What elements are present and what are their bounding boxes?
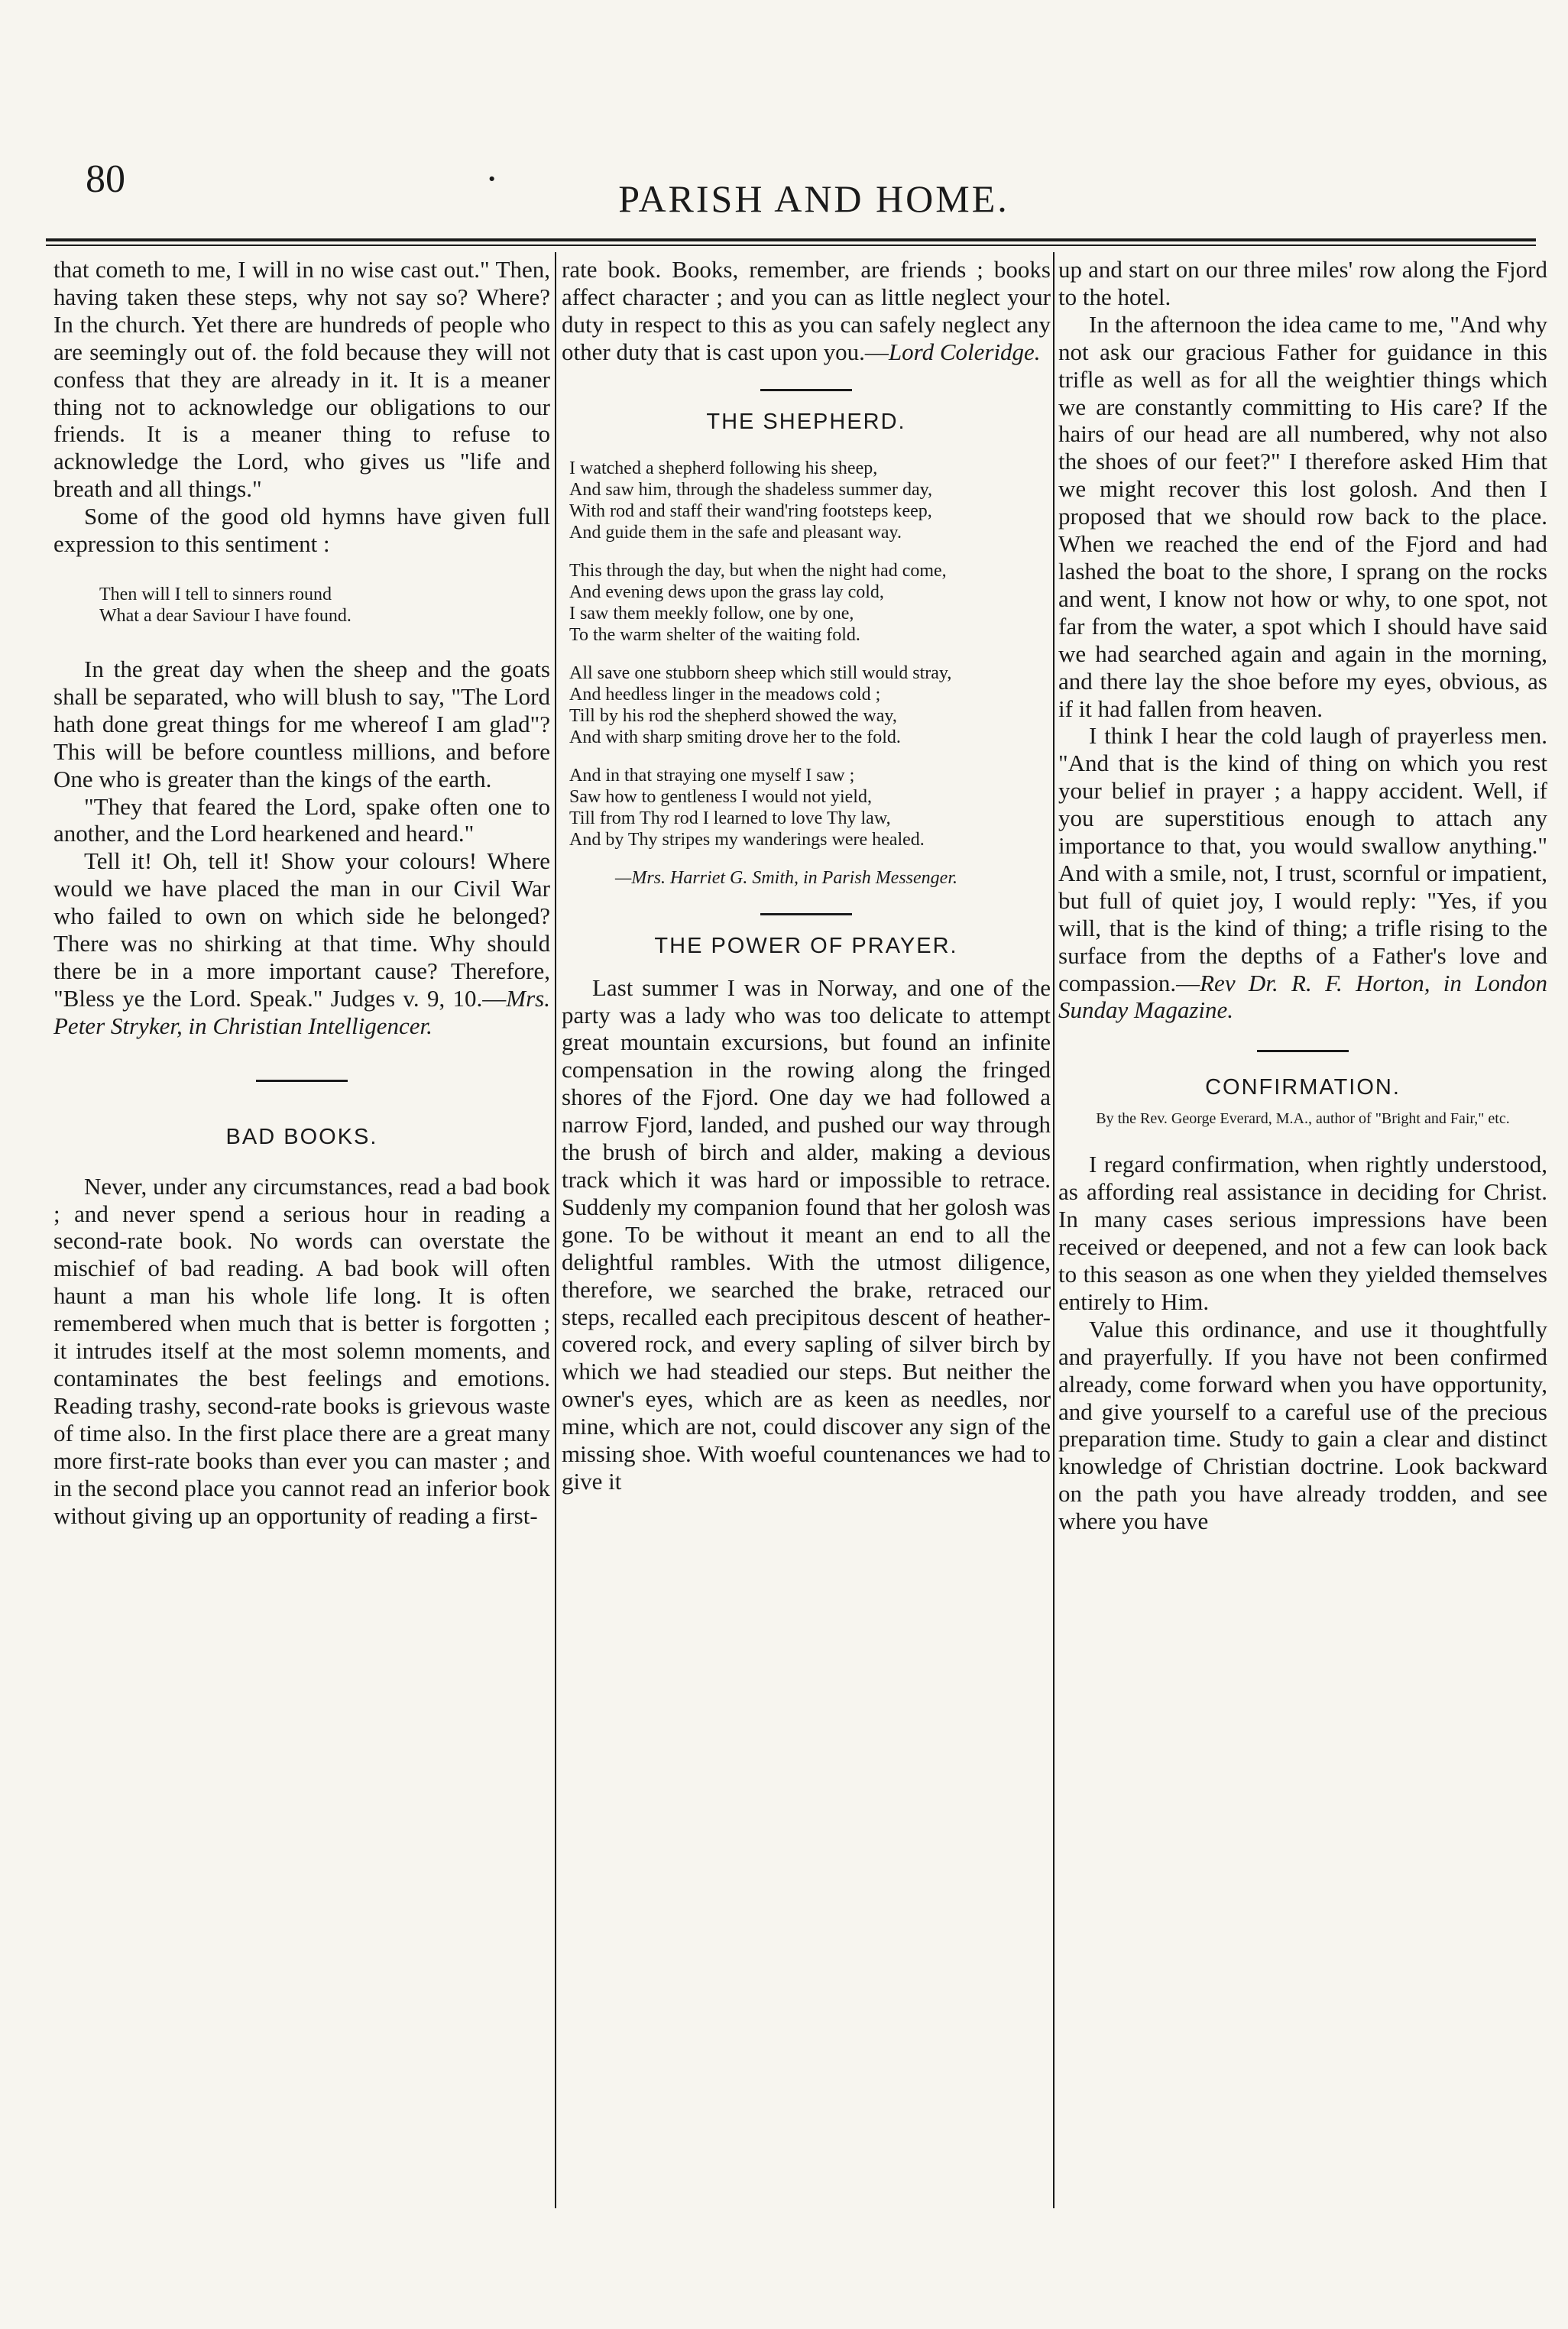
running-title: PARISH AND HOME.	[618, 177, 1009, 220]
poem-line: With rod and staff their wand'ring footsteps keep,	[569, 500, 932, 521]
header-rule-thick	[46, 238, 1536, 241]
paragraph-text: rate book. Books, remember, are friends ; books affect character ; and you can as little neglect your duty in respect to this as you can safely neglect any other duty that is cast upon you.—	[562, 256, 1051, 365]
poem-line: And evening dews upon the grass lay cold,	[569, 581, 884, 602]
paragraph	[53, 847, 550, 1039]
header-dot: ·	[485, 157, 499, 201]
attribution: Rev Dr. R. F. Horton, in London Sunday Magazine.	[1058, 969, 1547, 1024]
paragraph: up and start on our three miles' row along the Fjord to the hotel.	[1058, 256, 1547, 310]
poem-line: And in that straying one myself I saw ;	[569, 765, 855, 786]
poem-line: And with sharp smiting drove her to the fold.	[569, 727, 901, 747]
paragraph: Value this ordinance, and use it thoughtfully and prayerfully. If you have not been confirmed already, come forward when you have opportunity, and give yourself to a careful use of the precious preparation time. Study to gain a clear and distinct knowledge of Christian doctrine. Look backward on the path you have already trodden, and see where you have	[1058, 1315, 1547, 1535]
attribution: Mrs. Peter Stryker, in Christian Intelligencer.	[53, 984, 550, 1039]
page-header	[76, 157, 1551, 218]
paragraph-text: Tell it! Oh, tell it! Show your colours! Where would we have placed the man in our Civil War who failed to own on which side he belonged? There was no shirking at that time. Why should there be in a more important cause? Therefore, "Bless ye the Lord. Speak." Judges v. 9, 10.—	[53, 847, 550, 1012]
poem-line: Till by his rod the shepherd showed the way,	[569, 705, 897, 726]
attribution: Lord Coleridge.	[888, 338, 1041, 365]
heading-confirmation: CONFIRMATION.	[1205, 1075, 1401, 1100]
heading-power-of-prayer: THE POWER OF PRAYER.	[654, 933, 958, 958]
paragraph: Never, under any circumstances, read a bad book ; and never spend a serious hour in reading a second-rate book. No words can overstate the mischief of bad reading. A bad book will often haunt a man his whole life long. It is often remembered when much that is better is forgotten ; it intrudes itself at the most solemn moments, and contaminates the best feelings and emotions. Reading trashy, second-rate books is grievous waste of time also. In the first place there are a great many more first-rate books than ever you can master ; and in the second place you cannot read an inferior book without giving up an opportunity of reading a first-	[53, 1172, 550, 1529]
poem-line: I watched a shepherd following his sheep,	[569, 458, 878, 478]
poem-line: I saw them meekly follow, one by one,	[569, 603, 854, 624]
paragraph	[1058, 722, 1547, 1024]
poem-line: And saw him, through the shadeless summer day,	[569, 479, 933, 500]
paragraph: In the great day when the sheep and the goats shall be separated, who will blush to say, "The Lord hath done great things for me whereof I am glad"? This will be before countless millions, and before One who is greater than the kings of the earth.	[53, 655, 550, 792]
poem-line: All save one stubborn sheep which still would stray,	[569, 662, 952, 683]
paragraph	[562, 256, 1051, 366]
column-1	[53, 256, 550, 1529]
paragraph-text: I think I hear the cold laugh of prayerless men. "And that is the kind of thing on which you rest your belief in prayer ; a happy accident. Well, if you are superstitious enough to attach any importance to that, you would swallow anything." And with a smile, not, I trust, scornful or impatient, but full of quiet joy, I would reply: "Yes, if you will, that is the kind of thing; a trifle rising to the surface from the depths of a Father's love and compassion.—	[1058, 722, 1547, 996]
paragraph: "They that feared the Lord, spake often one to another, and the Lord hearkened and heard."	[53, 792, 550, 847]
heading-the-shepherd: THE SHEPHERD.	[706, 409, 906, 434]
poem	[562, 458, 1051, 889]
poem-stanza	[569, 765, 1051, 850]
column-divider-1	[555, 252, 556, 2208]
heading-bad-books: BAD BOOKS.	[225, 1124, 378, 1149]
poem-attribution: —Mrs. Harriet G. Smith, in Parish Messenger.	[615, 867, 957, 888]
hymn-couplet	[53, 584, 550, 627]
page-number: 80	[86, 157, 125, 201]
paragraph: Some of the good old hymns have given full expression to this sentiment :	[53, 503, 550, 558]
poem-line: And guide them in the safe and pleasant way.	[569, 522, 902, 543]
poem-line: Saw how to gentleness I would not yield,	[569, 786, 872, 807]
paragraph: In the afternoon the idea came to me, "And why not ask our gracious Father for guidance in this trifle as well as for all the weightier things which we are constantly committing to His care? If the hairs of our head are all numbered, why not also the shoes of our feet?" I therefore asked Him that we might recover this lost golosh. And then I proposed that we should row back to the place. When we reached the end of the Fjord and had lashed the boat to the shore, I sprang on the rocks and went, I know not how or why, to one spot, not far from the water, a spot which I should have said we had searched again and again in the morning, and there lay the shoe before my eyes, obvious, as if it had fallen from heaven.	[1058, 310, 1547, 722]
poem-line: To the warm shelter of the waiting fold.	[569, 624, 860, 645]
column-divider-2	[1053, 252, 1055, 2208]
paragraph: Last summer I was in Norway, and one of the party was a lady who was too delicate to attempt great mountain excursions, but found an infinite compensation in the rowing along the fringed shores of the Fjord. One day we had followed a narrow Fjord, landed, and pushed our way through the brush of birch and alder, making a devious track which it was hard or impossible to retrace. Suddenly my companion found that her golosh was gone. To be without it meant an end to all the delightful rambles. With the utmost diligence, therefore, we searched the brake, retraced our steps, recalled each precipitous descent of heather-covered rock, and every sapling of silver birch by which we had steadied our steps. But neither the owner's eyes, which are as keen as needles, nor mine, which are not, could discover any sign of the missing shoe. With woeful countenances we had to give it	[562, 973, 1051, 1495]
poem-line: And heedless linger in the meadows cold ;	[569, 684, 881, 705]
column-2	[562, 256, 1051, 1495]
paragraph: I regard confirmation, when rightly understood, as affording real assistance in deciding for Christ. In many cases serious impressions have been received or deepened, and not a few can look back to this season as one when they yielded themselves entirely to Him.	[1058, 1151, 1547, 1315]
poem-line: This through the day, but when the night had come,	[569, 560, 947, 581]
byline: By the Rev. George Everard, M.A., author of "Bright and Fair," etc.	[1096, 1110, 1510, 1128]
poem-stanza	[569, 662, 1051, 748]
couplet-line: What a dear Saviour I have found.	[99, 605, 352, 626]
poem-stanza	[569, 560, 1051, 646]
poem-stanza	[569, 458, 1051, 543]
poem-line: Till from Thy rod I learned to love Thy law,	[569, 808, 891, 828]
couplet-line: Then will I tell to sinners round	[99, 584, 332, 604]
paragraph: that cometh to me, I will in no wise cast out." Then, having taken these steps, why not say so? Where? In the church. Yet there are hundreds of people who are seemingly out of. the fold because they will not confess that they are already in it. It is a meaner thing not to acknowledge our obligations to our friends. It is a meaner thing to refuse to acknowledge the Lord, who gives us "life and breath and all things."	[53, 256, 550, 503]
header-rule-thin	[46, 245, 1536, 246]
column-3	[1058, 256, 1547, 1535]
poem-line: And by Thy stripes my wanderings were healed.	[569, 829, 925, 850]
